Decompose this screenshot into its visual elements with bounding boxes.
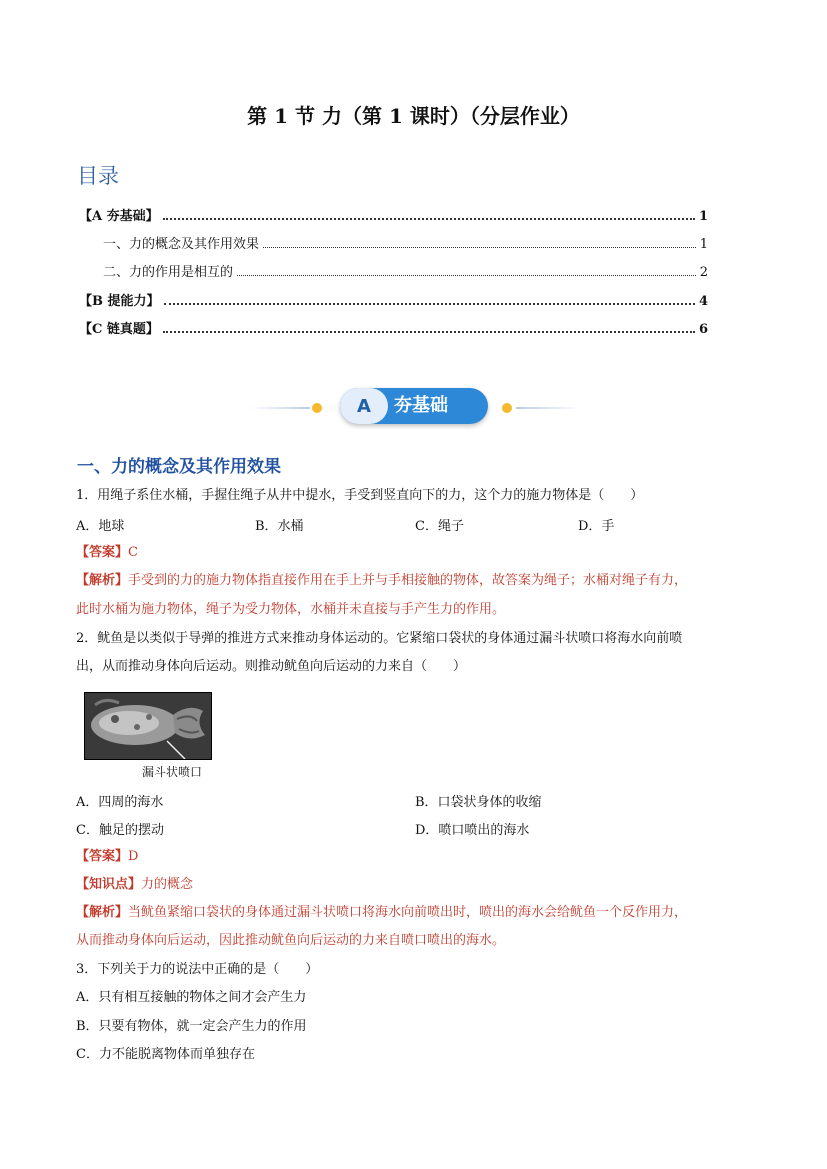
knowledge-tag: 【知识点】 xyxy=(76,877,142,892)
q3-option-b: B．只要有物体，就一定会产生力的作用 xyxy=(76,1019,307,1034)
toc-page: 2 xyxy=(699,265,708,280)
analysis-tag: 【解析】 xyxy=(76,573,129,588)
q1-option-d: D．手 xyxy=(578,519,615,534)
toc-heading: 目录 xyxy=(77,164,119,188)
q2-knowledge xyxy=(76,875,193,895)
analysis-tag: 【解析】 xyxy=(76,905,129,920)
section-banner xyxy=(250,388,580,426)
toc-page: 1 xyxy=(698,209,708,224)
q2-analysis-line2: 从而推动身体向后运动，因此推动鱿鱼向后运动的力来自喷口喷出的海水。 xyxy=(76,933,506,948)
answer-tag: 【答案】 xyxy=(76,545,129,560)
banner-letter: A xyxy=(340,388,388,424)
q1-analysis xyxy=(76,571,687,591)
toc-item-concept[interactable] xyxy=(103,233,708,253)
toc-leader xyxy=(163,330,695,333)
knowledge-value: 力的概念 xyxy=(141,877,194,892)
question-3-stem: 3．下列关于力的说法中正确的是（ ） xyxy=(76,962,319,977)
toc-leader xyxy=(164,302,695,305)
q2-answer xyxy=(76,847,138,867)
question-2-stem: 2．鱿鱼是以类似于导弹的推进方式来推动身体运动的。它紧缩口袋状的身体通过漏斗状喷口将海水向前喷 xyxy=(76,631,683,646)
toc-page: 4 xyxy=(698,294,708,309)
banner-dot-icon xyxy=(502,403,512,413)
question-1-stem: 1．用绳子系住水桶，手握住绳子从井中提水，手受到竖直向下的力，这个力的施力物体是（ ） xyxy=(76,488,644,503)
toc-item-mutual[interactable] xyxy=(103,261,708,281)
question-2-stem-line2: 出，从而推动身体向后运动。则推动鱿鱼向后运动的力来自（ ） xyxy=(76,659,467,674)
banner-line-left xyxy=(250,407,310,409)
banner-pill xyxy=(340,388,488,424)
toc-label: 二、力的作用是相互的 xyxy=(103,265,234,280)
toc-page: 1 xyxy=(699,237,708,252)
banner-dot-icon xyxy=(312,403,322,413)
toc-label: 【B 提能力】 xyxy=(79,294,160,309)
answer-value: D xyxy=(128,849,139,864)
toc-label: 一、力的概念及其作用效果 xyxy=(103,237,260,252)
analysis-text: 手受到的力的施力物体指直接作用在手上并与手相接触的物体，故答案为绳子；水桶对绳子有力， xyxy=(128,573,688,588)
toc-label: 【A 夯基础】 xyxy=(79,209,159,224)
q1-option-b: B．水桶 xyxy=(255,519,304,534)
q1-analysis-line2: 此时水桶为施力物体，绳子为受力物体，水桶并未直接与手产生力的作用。 xyxy=(76,602,506,617)
toc-leader xyxy=(237,274,696,276)
q2-option-a: A．四周的海水 xyxy=(76,795,164,810)
answer-tag: 【答案】 xyxy=(76,849,129,864)
q2-option-d: D．喷口喷出的海水 xyxy=(415,823,530,838)
toc-leader xyxy=(163,217,695,220)
squid-image xyxy=(84,692,212,760)
q2-analysis xyxy=(76,903,687,923)
squid-illustration xyxy=(85,693,211,759)
q1-answer xyxy=(76,543,138,563)
analysis-text: 当鱿鱼紧缩口袋状的身体通过漏斗状喷口将海水向前喷出时，喷出的海水会给鱿鱼一个反作用力， xyxy=(128,905,688,920)
toc-label: 【C 链真题】 xyxy=(79,322,159,337)
answer-value: C xyxy=(128,545,138,560)
section-title: 一、力的概念及其作用效果 xyxy=(77,457,281,477)
banner-line-right xyxy=(516,407,580,409)
toc-leader xyxy=(263,246,696,248)
toc-item-b[interactable] xyxy=(79,290,708,310)
q1-option-a: A．地球 xyxy=(76,519,125,534)
q3-option-a: A．只有相互接触的物体之间才会产生力 xyxy=(76,990,307,1005)
image-caption: 漏斗状喷口 xyxy=(142,765,203,779)
page-title: 第 1 节 力（第 1 课时）（分层作业） xyxy=(247,104,580,128)
q1-option-c: C．绳子 xyxy=(415,519,464,534)
q3-option-c: C．力不能脱离物体而单独存在 xyxy=(76,1047,255,1062)
q2-option-b: B．口袋状身体的收缩 xyxy=(415,795,542,810)
toc-page: 6 xyxy=(698,322,708,337)
q2-option-c: C．触足的摆动 xyxy=(76,823,164,838)
banner-text: 夯基础 xyxy=(394,395,448,416)
toc-item-c[interactable] xyxy=(79,318,708,338)
toc-item-a[interactable] xyxy=(79,205,708,225)
